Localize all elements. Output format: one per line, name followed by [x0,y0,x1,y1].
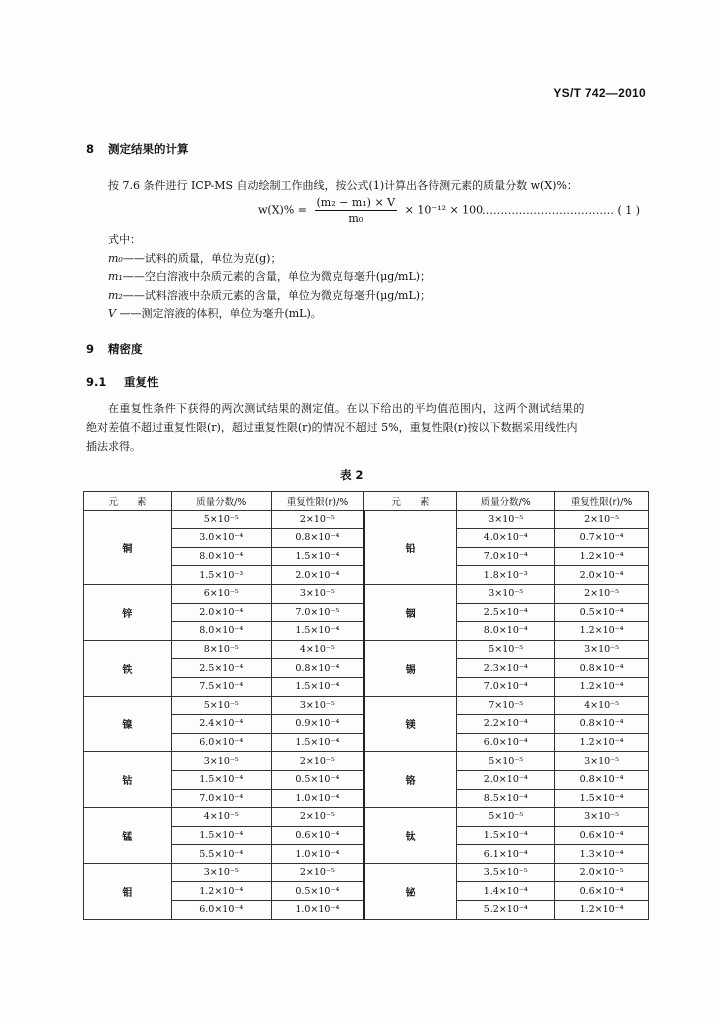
mass-fraction-cell: 5×10⁻⁵ [457,752,555,771]
formula-eq-number: ( 1 ) [617,204,641,217]
mass-fraction-cell: 8.0×10⁻⁴ [457,622,555,641]
mass-fraction-cell: 8.5×10⁻⁴ [457,789,555,808]
element-name-cell: 镁 [364,696,457,752]
repeatability-table [83,491,649,920]
header-repeatability-limit: 重复性限(r)/% [271,492,364,511]
section-number: 8 [86,142,95,156]
repeatability-limit-cell: 7.0×10⁻⁵ [271,603,364,622]
element-name-cell: 钼 [84,863,172,919]
mass-fraction-cell: 1.5×10⁻⁴ [171,770,271,789]
mass-fraction-cell: 7.0×10⁻⁴ [171,789,271,808]
repeatability-limit-cell: 2×10⁻⁵ [271,863,364,882]
header-element: 元 素 [84,492,172,511]
repeatability-limit-cell: 0.8×10⁻⁴ [555,715,649,734]
mass-fraction-cell: 1.8×10⁻³ [457,566,555,585]
repeatability-limit-cell: 1.5×10⁻⁴ [271,547,364,566]
repeatability-limit-cell: 2×10⁻⁵ [271,752,364,771]
repeatability-limit-cell: 1.5×10⁻⁴ [555,789,649,808]
repeatability-limit-cell: 0.8×10⁻⁴ [271,659,364,678]
mass-fraction-cell: 4.0×10⁻⁴ [457,529,555,548]
mass-fraction-cell: 6.0×10⁻⁴ [171,901,271,920]
table-header-row [84,492,649,511]
mass-fraction-cell: 2.2×10⁻⁴ [457,715,555,734]
mass-fraction-cell: 1.5×10⁻⁴ [171,826,271,845]
definition-item: m₁——空白溶液中杂质元素的含量，单位为微克每毫升(μg/mL)； [108,270,432,283]
repeatability-limit-cell: 1.5×10⁻⁴ [271,677,364,696]
repeatability-limit-cell: 3×10⁻⁵ [555,752,649,771]
repeatability-limit-cell: 1.5×10⁻⁴ [271,733,364,752]
section-8-intro: 按 7.6 条件进行 ICP-MS 自动绘制工作曲线，按公式(1)计算出各待测元素的质量分数 w(X)%： [108,179,578,192]
element-name-cell: 钴 [84,752,172,808]
repeatability-limit-cell: 1.5×10⁻⁴ [271,622,364,641]
table-row [84,640,649,659]
repeatability-limit-cell: 2×10⁻⁵ [271,808,364,827]
mass-fraction-cell: 7.0×10⁻⁴ [457,677,555,696]
element-name-cell: 镍 [84,696,172,752]
repeatability-limit-cell: 2×10⁻⁵ [555,584,649,603]
mass-fraction-cell: 3×10⁻⁵ [457,510,555,529]
header-mass-fraction: 质量分数/% [457,492,555,511]
repeatability-limit-cell: 0.6×10⁻⁴ [555,826,649,845]
header-mass-fraction: 质量分数/% [171,492,271,511]
repeatability-limit-cell: 2.0×10⁻⁵ [555,863,649,882]
element-name-cell: 铟 [364,584,457,640]
section-title: 精密度 [108,342,143,356]
mass-fraction-cell: 1.5×10⁻³ [171,566,271,585]
element-name-cell: 锌 [84,584,172,640]
formula-denominator: m₀ [348,212,364,225]
element-name-cell: 铜 [84,510,172,584]
table-row [84,808,649,827]
formula-lhs: w(X)% = [258,203,307,217]
repeatability-limit-cell: 3×10⁻⁵ [555,808,649,827]
mass-fraction-cell: 7×10⁻⁵ [457,696,555,715]
paragraph-line: 绝对差值不超过重复性限(r)，超过重复性限(r)的情况不超过 5%，重复性限(r)按以下数据采用线性内 [86,421,578,434]
section-9-1-heading [86,374,159,390]
mass-fraction-cell: 3.5×10⁻⁵ [457,863,555,882]
section-title: 测定结果的计算 [108,142,189,156]
section-number: 9.1 [86,375,107,389]
mass-fraction-cell: 8.0×10⁻⁴ [171,622,271,641]
formula-fraction [315,196,398,225]
mass-fraction-cell: 1.2×10⁻⁴ [171,882,271,901]
formula-dots: ……………………………… [482,204,614,217]
table-row [84,696,649,715]
repeatability-limit-cell: 1.2×10⁻⁴ [555,733,649,752]
repeatability-limit-cell: 0.6×10⁻⁴ [271,826,364,845]
repeatability-limit-cell: 3×10⁻⁵ [271,696,364,715]
table-row [84,863,649,882]
element-name-cell: 钛 [364,808,457,864]
element-name-cell: 锡 [364,640,457,696]
mass-fraction-cell: 2.3×10⁻⁴ [457,659,555,678]
repeatability-limit-cell: 0.8×10⁻⁴ [271,529,364,548]
repeatability-limit-cell: 4×10⁻⁵ [555,696,649,715]
mass-fraction-cell: 2.5×10⁻⁴ [457,603,555,622]
repeatability-limit-cell: 1.3×10⁻⁴ [555,845,649,864]
table-row [84,584,649,603]
mass-fraction-cell: 5×10⁻⁵ [457,808,555,827]
element-name-cell: 铬 [364,752,457,808]
mass-fraction-cell: 5×10⁻⁵ [457,640,555,659]
mass-fraction-cell: 8.0×10⁻⁴ [171,547,271,566]
mass-fraction-cell: 5×10⁻⁵ [171,696,271,715]
definitions [108,231,431,324]
mass-fraction-cell: 2.0×10⁻⁴ [457,770,555,789]
mass-fraction-cell: 6×10⁻⁵ [171,584,271,603]
formula-number [482,204,640,217]
header-element: 元 素 [364,492,457,511]
mass-fraction-cell: 2.5×10⁻⁴ [171,659,271,678]
definition-item: m₂——试料溶液中杂质元素的含量，单位为微克每毫升(μg/mL)； [108,288,432,302]
repeatability-limit-cell: 3×10⁻⁵ [555,640,649,659]
mass-fraction-cell: 6.0×10⁻⁴ [171,733,271,752]
mass-fraction-cell: 1.5×10⁻⁴ [457,826,555,845]
repeatability-limit-cell: 0.8×10⁻⁴ [555,659,649,678]
repeatability-limit-cell: 0.5×10⁻⁴ [271,882,364,901]
repeatability-limit-cell: 1.0×10⁻⁴ [271,845,364,864]
repeatability-limit-cell: 3×10⁻⁵ [271,584,364,603]
repeatability-limit-cell: 0.6×10⁻⁴ [555,882,649,901]
mass-fraction-cell: 6.1×10⁻⁴ [457,845,555,864]
paragraph-line: 插法求得。 [86,440,141,453]
element-name-cell: 铋 [364,863,457,919]
repeatability-limit-cell: 2×10⁻⁵ [271,510,364,529]
repeatability-limit-cell: 0.8×10⁻⁴ [555,770,649,789]
mass-fraction-cell: 5.2×10⁻⁴ [457,901,555,920]
mass-fraction-cell: 8×10⁻⁵ [171,640,271,659]
repeatability-limit-cell: 0.5×10⁻⁴ [555,603,649,622]
section-9-1-paragraph [86,399,656,456]
mass-fraction-cell: 3×10⁻⁵ [457,584,555,603]
mass-fraction-cell: 2.0×10⁻⁴ [171,603,271,622]
repeatability-limit-cell: 2×10⁻⁵ [555,510,649,529]
repeatability-limit-cell: 1.2×10⁻⁴ [555,547,649,566]
mass-fraction-cell: 3×10⁻⁵ [171,863,271,882]
formula-1 [258,196,483,225]
header-repeatability-limit: 重复性限(r)/% [555,492,649,511]
mass-fraction-cell: 3×10⁻⁵ [171,752,271,771]
section-number: 9 [86,342,95,356]
mass-fraction-cell: 2.4×10⁻⁴ [171,715,271,734]
mass-fraction-cell: 4×10⁻⁵ [171,808,271,827]
element-name-cell: 锰 [84,808,172,864]
mass-fraction-cell: 1.4×10⁻⁴ [457,882,555,901]
repeatability-limit-cell: 1.2×10⁻⁴ [555,901,649,920]
mass-fraction-cell: 7.5×10⁻⁴ [171,677,271,696]
mass-fraction-cell: 3.0×10⁻⁴ [171,529,271,548]
mass-fraction-cell: 5×10⁻⁵ [171,510,271,529]
repeatability-limit-cell: 2.0×10⁻⁴ [271,566,364,585]
repeatability-limit-cell: 1.2×10⁻⁴ [555,622,649,641]
repeatability-limit-cell: 1.2×10⁻⁴ [555,677,649,696]
section-9-heading [86,341,143,357]
repeatability-limit-cell: 0.5×10⁻⁴ [271,770,364,789]
repeatability-limit-cell: 1.0×10⁻⁴ [271,789,364,808]
standard-code: YS/T 742—2010 [553,86,646,100]
formula-numerator: (m₂ − m₁) × V [316,196,396,209]
mass-fraction-cell: 6.0×10⁻⁴ [457,733,555,752]
section-title: 重复性 [124,375,159,389]
section-8-heading [86,141,189,157]
mass-fraction-cell: 5.5×10⁻⁴ [171,845,271,864]
table-title: 表 2 [340,468,364,482]
element-name-cell: 铁 [84,640,172,696]
element-name-cell: 铅 [364,510,457,584]
repeatability-limit-cell: 1.0×10⁻⁴ [271,901,364,920]
table-row [84,510,649,529]
repeatability-limit-cell: 0.9×10⁻⁴ [271,715,364,734]
repeatability-limit-cell: 0.7×10⁻⁴ [555,529,649,548]
table-row [84,752,649,771]
repeatability-limit-cell: 4×10⁻⁵ [271,640,364,659]
definition-item: m₀——试料的质量，单位为克(g)； [108,251,282,265]
paragraph-line: 在重复性条件下获得的两次测试结果的测定值。在以下给出的平均值范围内，这两个测试结果的 [108,402,585,415]
repeatability-limit-cell: 2.0×10⁻⁴ [555,566,649,585]
definition-item: V ——测定溶液的体积，单位为毫升(mL)。 [108,307,322,320]
mass-fraction-cell: 7.0×10⁻⁴ [457,547,555,566]
formula-tail: × 10⁻¹² × 100 [404,203,484,217]
where-label: 式中： [108,233,141,246]
